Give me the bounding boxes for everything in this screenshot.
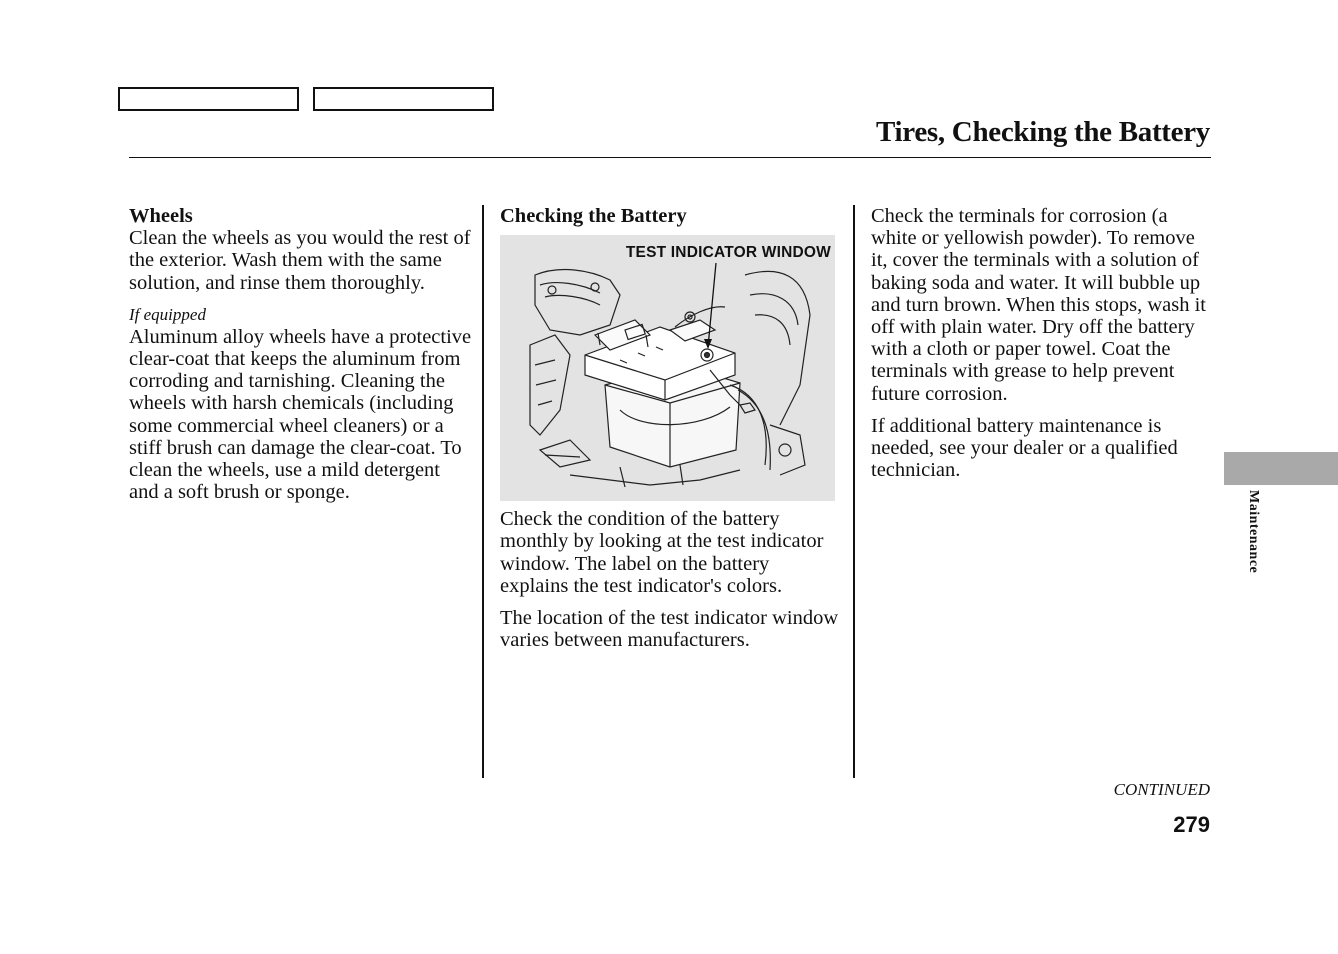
column-terminals [871,205,1216,491]
page-number: 279 [1173,812,1210,837]
paragraph: Clean the wheels as you would the rest of the exterior. Wash them with the same solution, and rinse them thoroughly. [129,227,471,294]
battery-drawing [500,235,835,501]
column-divider [853,205,855,778]
paragraph: Check the condition of the battery monthly by looking at the test indicator window. The label on the battery explains the test indicator's colors. [500,508,824,597]
title-divider [129,157,1211,158]
battery-illustration [500,235,835,501]
paragraph: The location of the test indicator window varies between manufacturers. [500,607,839,652]
continued-note: CONTINUED [1113,780,1210,799]
paragraph: If additional battery maintenance is needed, see your dealer or a qualified technician. [871,414,1178,482]
section-tab[interactable] [1224,452,1338,485]
if-equipped-note: If equipped [129,304,206,324]
section-heading-battery: Checking the Battery [500,205,687,227]
column-wheels [129,205,474,513]
section-heading-wheels: Wheels [129,205,193,227]
page-title: Tires, Checking the Battery [876,116,1210,148]
column-divider [482,205,484,778]
nav-button-next[interactable] [313,87,494,111]
paragraph: Check the terminals for corrosion (a white or yellowish powder). To remove it, cover the terminals with a solution of baking soda and water. It will bubble up and turn brown. When this stops, wash it off with plain water. Dry off the battery with a cloth or paper towel. Coat the terminals with grease to help prevent future corrosion. [871,205,1206,405]
figure-callout-label: TEST INDICATOR WINDOW [625,244,831,262]
paragraph: Aluminum alloy wheels have a protective clear-coat that keeps the aluminum from corroding and tarnishing. Cleaning the wheels with harsh chemicals (including some commercial wheel cleaners) or a stiff brush can damage the clear-coat. To clean the wheels, use a mild detergent and a soft brush or sponge. [129,325,472,504]
nav-button-previous[interactable] [118,87,299,111]
column-battery [500,205,840,661]
section-tab-label: Maintenance [1246,490,1261,574]
